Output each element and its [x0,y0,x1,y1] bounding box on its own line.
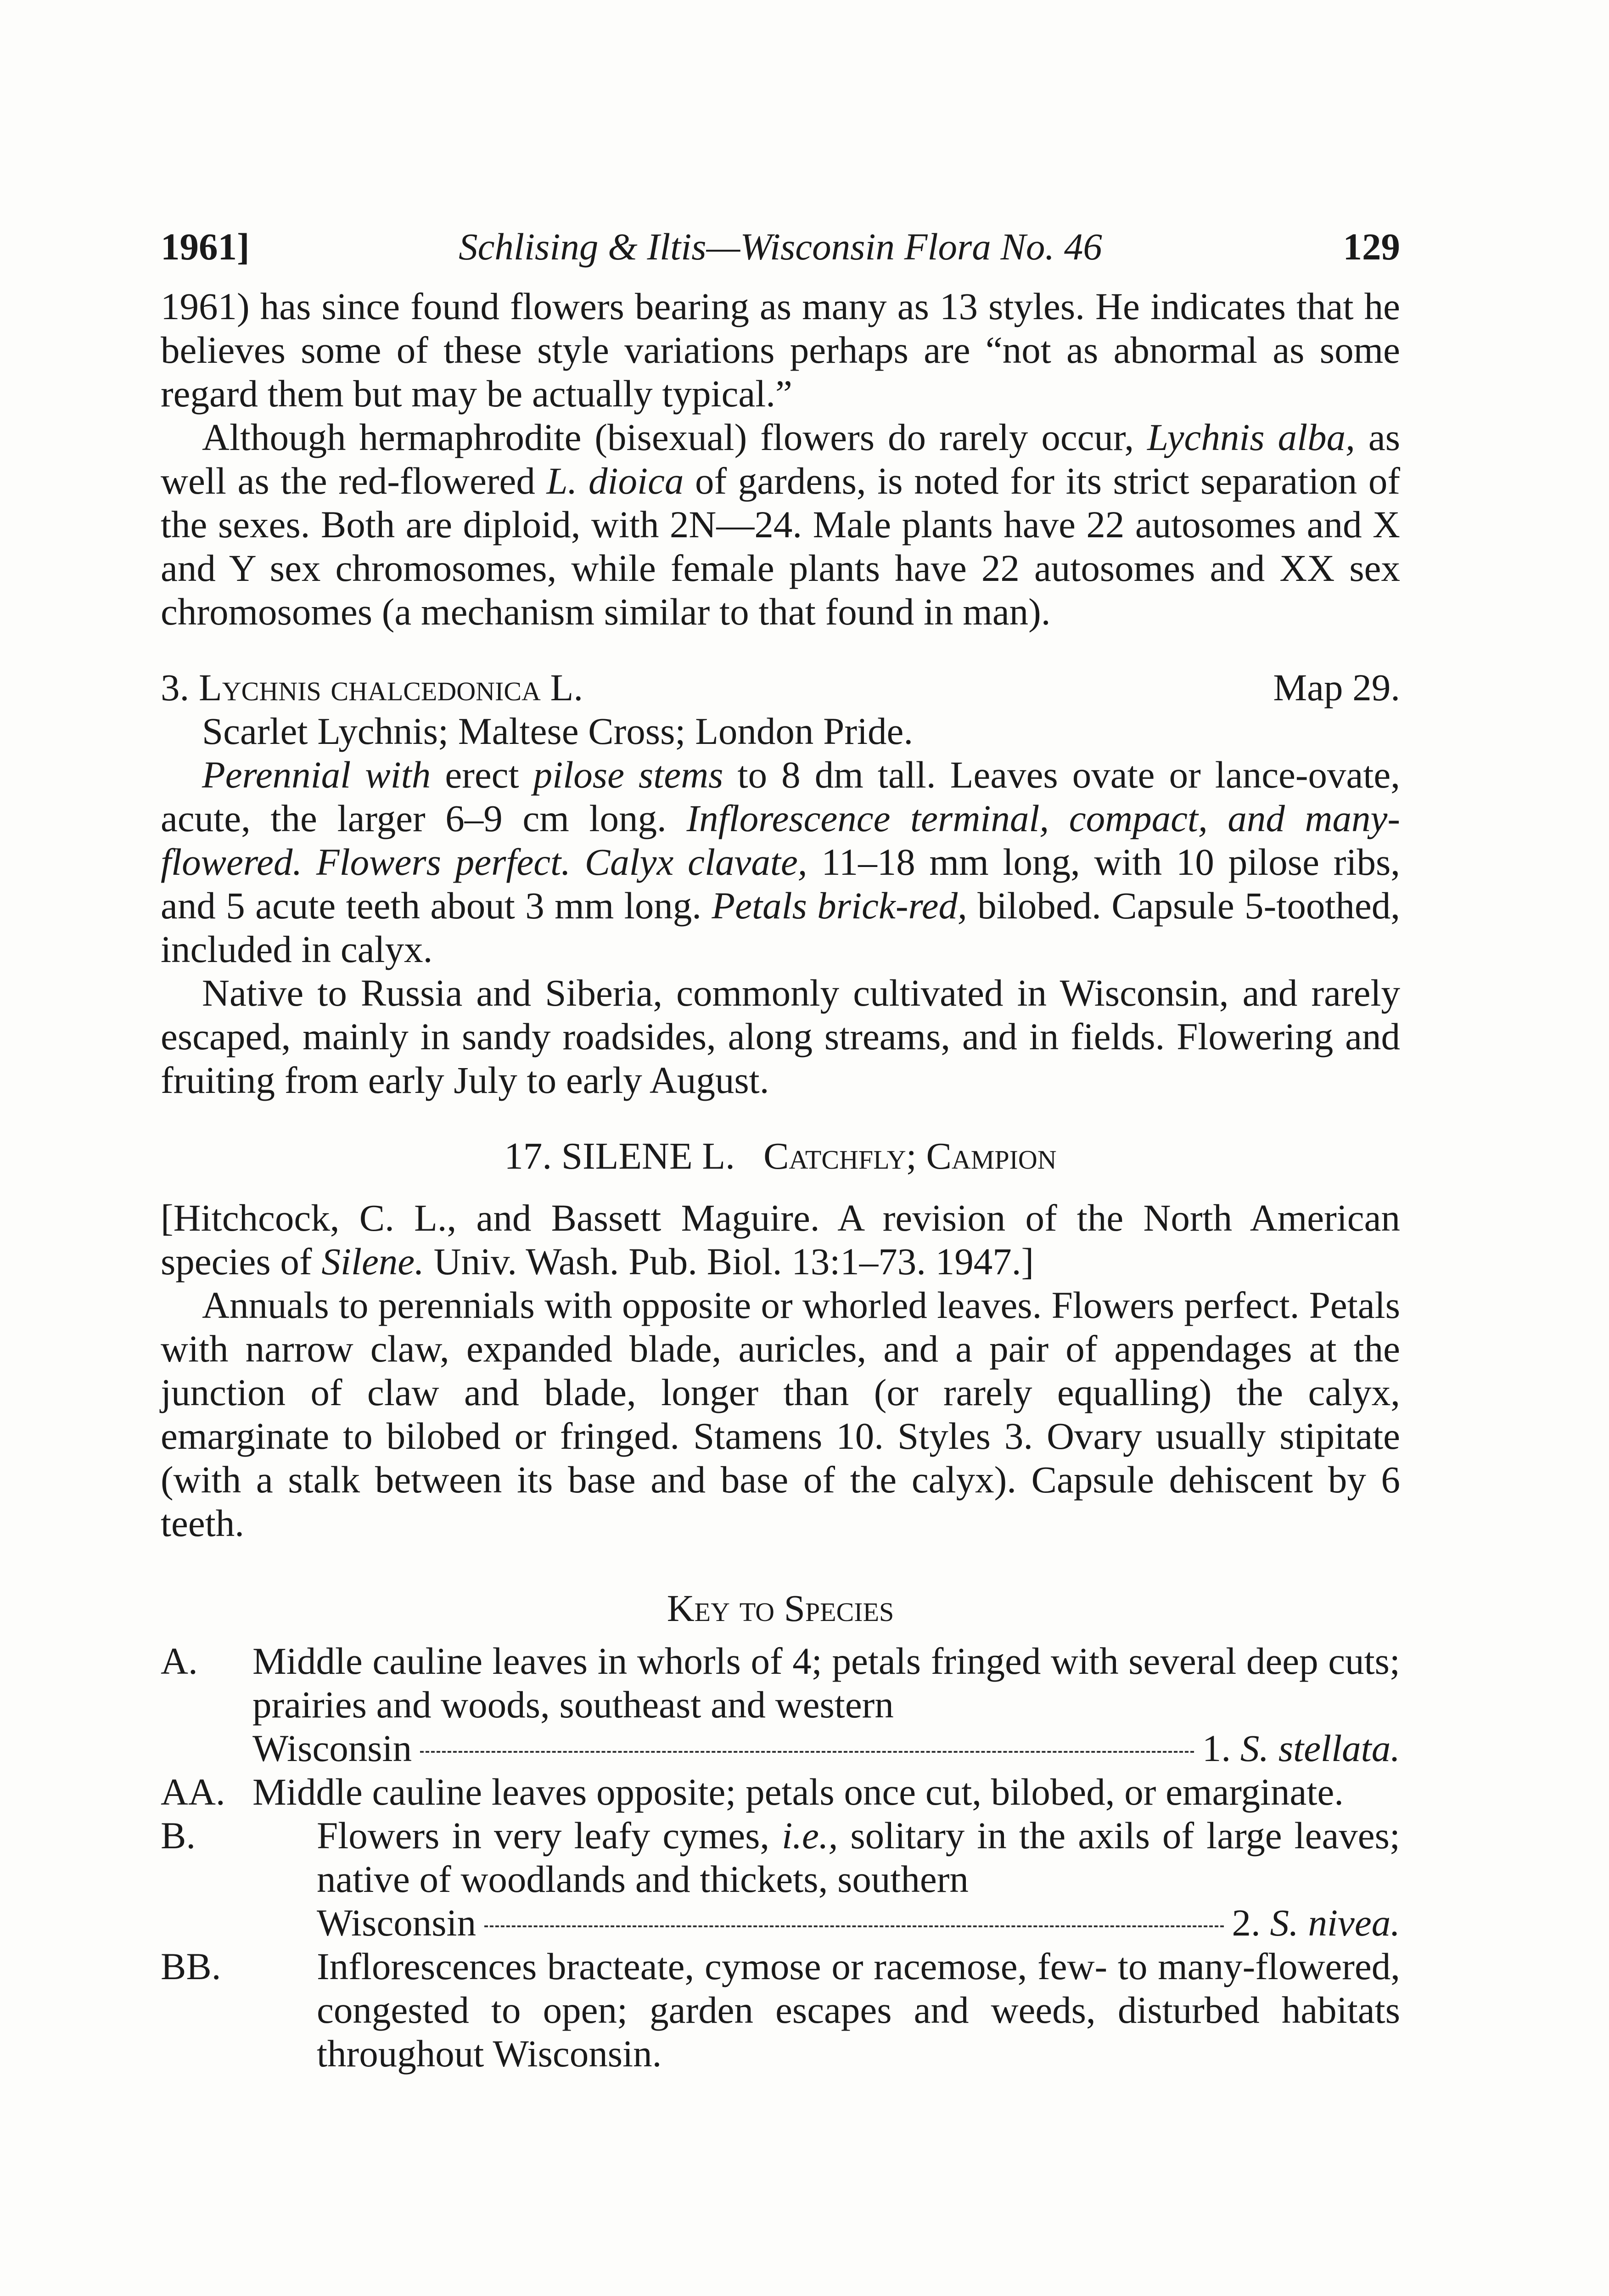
text-span: Univ. Wash. Pub. Biol. 13:1–73. 1947.] [424,1240,1034,1283]
key-text: Middle cauline leaves in whorls of 4; petals fringed with several deep cuts; prairies and woods, southeast and western [252,1640,1400,1726]
key-title: Key to Species [667,1587,894,1629]
genus-description: Annuals to perennials with opposite or whorled leaves. Flowers perfect. Petals with narrow claw, expanded blade, auricles, and a pair of appendages at the junction of claw and blade, longer than (or rarely equalling) the calyx, emarginate to bilobed or fringed. Stamens 10. Styles 3. Ovary usually stipitate (with a stalk between its base and base of the calyx). Capsule dehiscent by 6 teeth. [161,1284,1400,1544]
header-year: 1961] [161,225,250,268]
key-leader-line [317,1901,1400,1945]
text-span: Although hermaphrodite (bisexual) flowers do rarely occur, [202,416,1147,458]
key-result [1232,1901,1401,1945]
key-result-number: 1. [1202,1727,1231,1769]
text-span: bilobed. Capsule 5-toothed, included in calyx. [161,884,1400,970]
genus-heading [161,1134,1400,1178]
key-label: B. [161,1814,196,1857]
text-span: 11–18 mm long, with 10 pilose ribs, and 5 acute teeth about 3 mm long. [161,841,1400,927]
italic-span: pilose stems [533,754,723,796]
text-span: as well as the red-flowered [161,416,1400,502]
map-reference: Map 29. [1273,666,1400,709]
paragraph-hermaphrodite [161,416,1400,634]
page [161,225,1400,2076]
text-span: Flowers in very leafy cymes, [317,1814,782,1857]
header-title: Schlising & Iltis—Wisconsin Flora No. 46 [459,225,1102,268]
running-header [161,225,1400,285]
common-names: Scarlet Lychnis; Maltese Cross; London Pride. [202,710,914,752]
taxon-italic: L. dioica [546,460,684,502]
paragraph-continued: 1961) has since found flowers bearing as many as 13 styles. He indicates that he believes some of these style variations perhaps are “not as abnormal as some regard them but may be actually typical.” [161,285,1400,415]
species-entry-heading [161,666,1400,709]
species-description [161,753,1400,971]
genus-name: SILENE L. [561,1135,735,1177]
genus-number: 17. [504,1135,552,1177]
key-lead-b [161,1814,1400,1945]
key-result-number: 2. [1232,1902,1261,1944]
key-text [317,1814,1400,1901]
italic-span: Inflorescence terminal, compact, and many-flowered. Flowers perfect. Calyx clavate, [161,797,1400,883]
italic-span: i.e., [782,1814,838,1857]
key-leader-line [252,1727,1400,1770]
taxon-italic: Lychnis alba, [1147,416,1355,458]
key-result-species: S. stellata. [1240,1727,1400,1769]
key-text: Inflorescences bracteate, cymose or racemose, few- to many-flowered, congested to open; garden escapes and weeds, disturbed habitats throughout Wisconsin. [317,1945,1400,2075]
key-text-end: Wisconsin [317,1902,477,1944]
dot-leader [420,1751,1194,1753]
species-name: Lychnis chalcedonica [199,666,541,709]
text-span: to 8 dm tall. Leaves ovate or lance-ovate, acute, the larger 6–9 cm long. [161,754,1401,839]
species-author: L. [540,666,583,709]
key-lead-a [161,1639,1400,1770]
text-span: erect [431,754,533,796]
text-span: of gardens, is noted for its strict separation of the sexes. Both are diploid, with 2N—24. Male plants have 22 autosomes and X and Y sex chromosomes, while female plants have 22 autosomes and XX sex chromosomes (a mechanism similar to that found in man). [161,460,1401,633]
key-text-end: Wisconsin [252,1727,412,1769]
italic-span: Petals brick-red, [712,884,967,927]
genus-common: Catchfly; Campion [763,1135,1057,1177]
key-text: Middle cauline leaves opposite; petals once cut, bilobed, or emarginate. [252,1771,1344,1813]
text-span: [Hitchcock, C. L., and Bassett Maguire. A revision of the North American species of [161,1197,1400,1283]
dot-leader [484,1925,1223,1927]
page-number: 129 [1343,225,1400,268]
species-habitat: Native to Russia and Siberia, commonly cultivated in Wisconsin, and rarely escaped, mainly in sandy roadsides, along streams, and in fields. Flowering and fruiting from early July to early August. [161,972,1400,1101]
italic-span: Perennial with [202,754,431,796]
key-lead-bb [161,1945,1400,2076]
species-number: 3. [161,666,190,709]
key-label: BB. [161,1945,221,1987]
reference-citation [161,1196,1400,1283]
key-lead-aa [161,1770,1400,1814]
key-label: AA. [161,1771,225,1813]
key-result-species: S. nivea. [1270,1902,1400,1944]
taxon-italic: Silene. [321,1240,424,1283]
key-label: A. [161,1640,198,1682]
key-result [1202,1727,1400,1770]
text-span: solitary in the axils of large leaves; native of woodlands and thickets, southern [317,1814,1400,1900]
